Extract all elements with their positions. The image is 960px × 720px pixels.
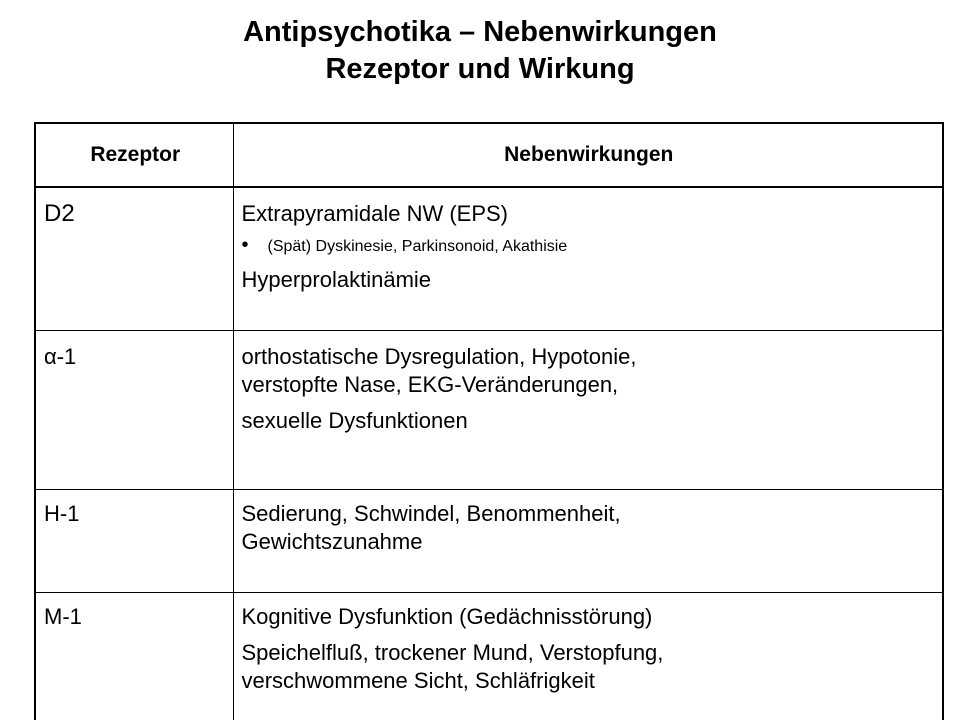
bullet-text: (Spät) Dyskinesie, Parkinsonoid, Akathisie — [267, 238, 568, 255]
effect-line: verstopfte Nase, EKG-Veränderungen, — [241, 372, 619, 397]
effect-line: sexuelle Dysfunktionen — [241, 408, 468, 433]
bullet-item — [242, 234, 937, 258]
effect-line: orthostatische Dysregulation, Hypotonie, — [241, 344, 637, 369]
table-row — [35, 593, 943, 720]
table-row — [35, 490, 943, 593]
effects-cell — [233, 593, 943, 720]
receptor-alpha1: α-1 — [44, 344, 77, 369]
receptor-cell — [35, 593, 233, 720]
header-rezeptor: Rezeptor — [35, 123, 233, 187]
receptor-d2: D2 — [44, 200, 75, 227]
effect-line: Hyperprolaktinämie — [241, 267, 432, 292]
effects-cell — [233, 331, 943, 490]
title-line-2: Rezeptor und Wirkung — [325, 53, 635, 85]
receptor-m1: M-1 — [44, 604, 82, 629]
effect-line: Sedierung, Schwindel, Benommenheit, — [241, 501, 621, 526]
effect-line: verschwommene Sicht, Schläfrigkeit — [241, 668, 595, 693]
title-line-1: Antipsychotika – Nebenwirkungen — [243, 16, 717, 48]
receptor-h1: H-1 — [44, 501, 80, 526]
table-row — [35, 187, 943, 331]
effects-cell — [233, 187, 943, 331]
effects-cell — [233, 490, 943, 593]
effect-line: Kognitive Dysfunktion (Gedächnisstörung) — [241, 604, 653, 629]
receptor-cell — [35, 490, 233, 593]
receptor-cell — [35, 331, 233, 490]
header-nebenwirkungen: Nebenwirkungen — [233, 123, 943, 187]
effect-line: Gewichtszunahme — [241, 529, 423, 554]
effect-line: Extrapyramidale NW (EPS) — [241, 201, 509, 226]
receptor-cell — [35, 187, 233, 331]
effect-line: Speichelfluß, trockener Mund, Verstopfung, — [241, 640, 664, 665]
table-header-row — [35, 123, 943, 187]
bullet-icon: • — [241, 234, 249, 256]
slide-title — [0, 14, 960, 88]
side-effects-table — [34, 122, 944, 720]
table-row — [35, 331, 943, 490]
